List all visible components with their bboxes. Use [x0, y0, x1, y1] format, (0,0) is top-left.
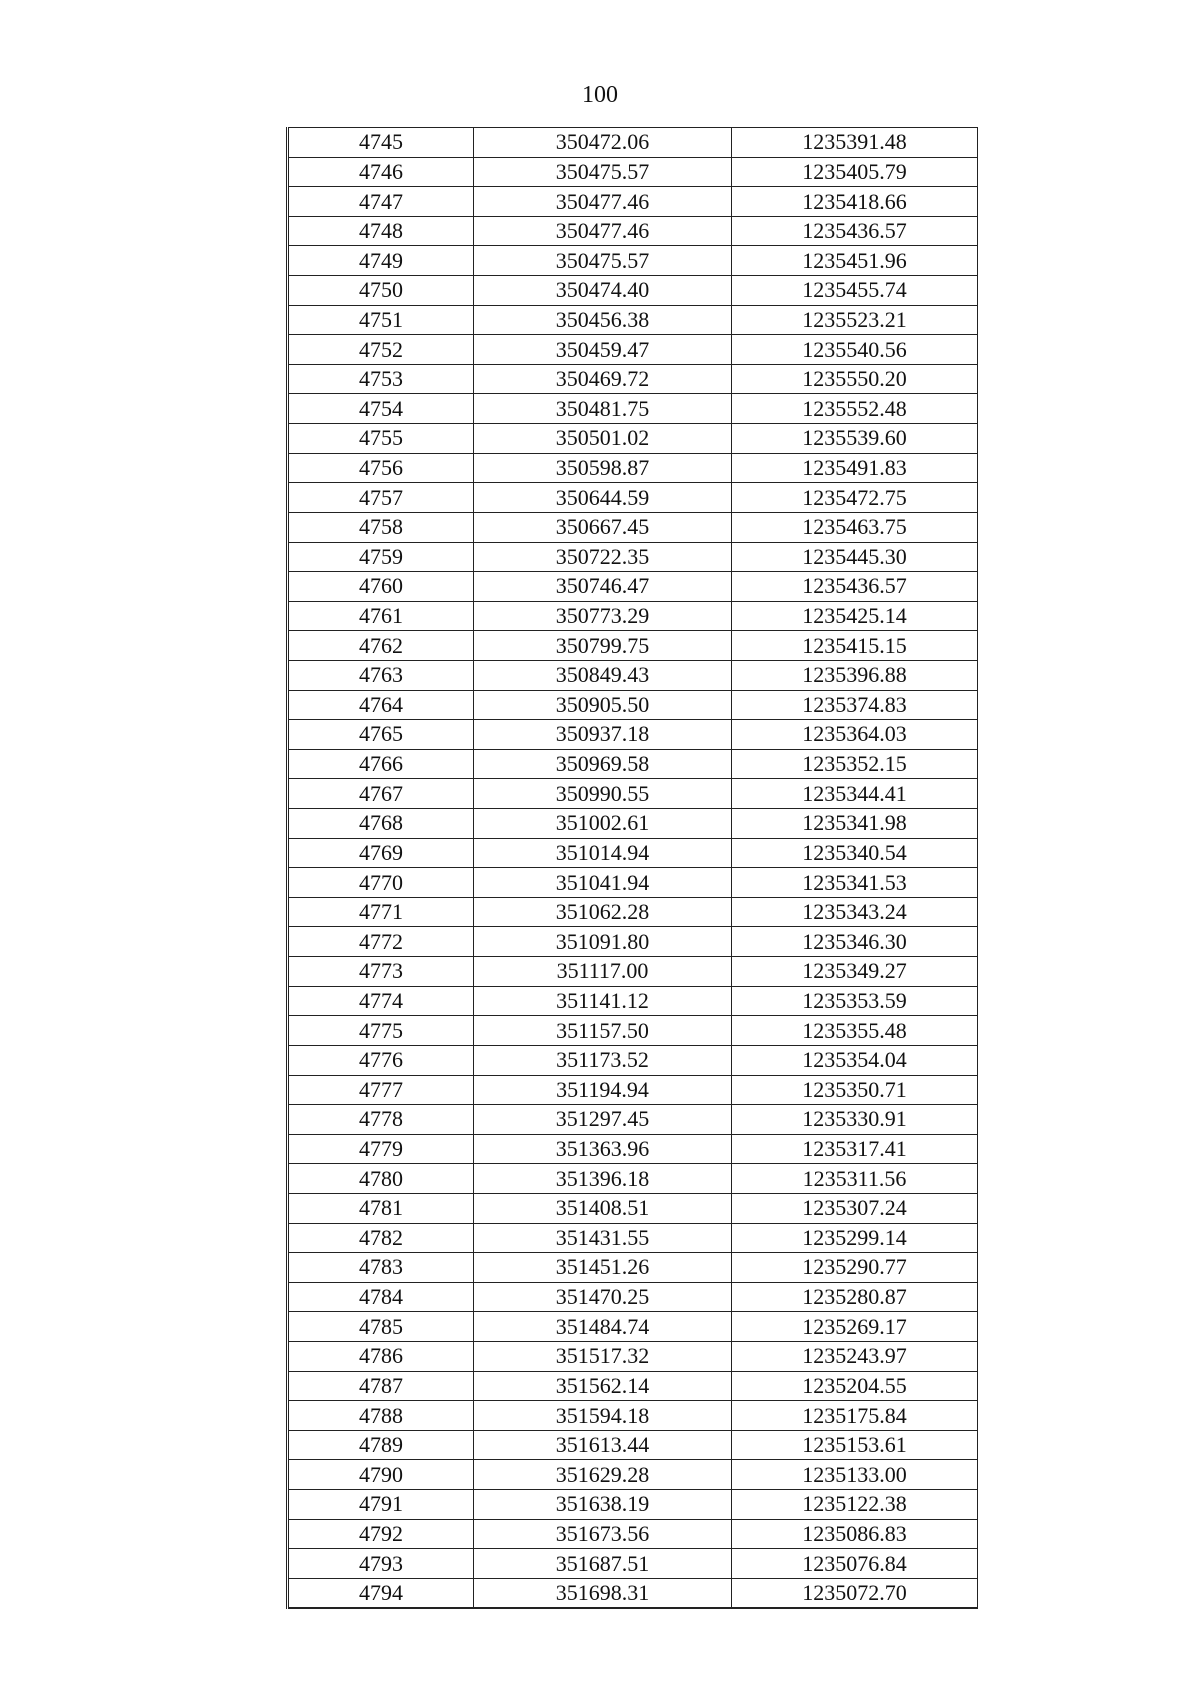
table-row — [288, 1341, 978, 1371]
y-coordinate-cell: 1235072.70 — [732, 1578, 978, 1608]
x-coordinate-cell: 351194.94 — [474, 1075, 732, 1105]
table-row — [288, 542, 978, 572]
x-coordinate-cell: 351141.12 — [474, 986, 732, 1016]
point-number-cell: 4764 — [288, 690, 474, 720]
point-number-cell: 4768 — [288, 809, 474, 839]
point-number-cell: 4750 — [288, 276, 474, 306]
table-row — [288, 483, 978, 513]
x-coordinate-cell: 350477.46 — [474, 216, 732, 246]
y-coordinate-cell: 1235540.56 — [732, 335, 978, 365]
x-coordinate-cell: 350481.75 — [474, 394, 732, 424]
table-row — [288, 216, 978, 246]
point-number-cell: 4794 — [288, 1578, 474, 1608]
y-coordinate-cell: 1235086.83 — [732, 1519, 978, 1549]
point-number-cell: 4775 — [288, 1016, 474, 1046]
x-coordinate-cell: 351687.51 — [474, 1549, 732, 1579]
y-coordinate-cell: 1235076.84 — [732, 1549, 978, 1579]
x-coordinate-cell: 350475.57 — [474, 246, 732, 276]
y-coordinate-cell: 1235349.27 — [732, 957, 978, 987]
y-coordinate-cell: 1235405.79 — [732, 157, 978, 187]
x-coordinate-cell: 351594.18 — [474, 1401, 732, 1431]
x-coordinate-cell: 350849.43 — [474, 660, 732, 690]
coordinates-table — [286, 127, 978, 1609]
table-row — [288, 157, 978, 187]
x-coordinate-cell: 350477.46 — [474, 187, 732, 217]
table-row — [288, 660, 978, 690]
point-number-cell: 4761 — [288, 601, 474, 631]
x-coordinate-cell: 350644.59 — [474, 483, 732, 513]
table-row — [288, 453, 978, 483]
point-number-cell: 4790 — [288, 1460, 474, 1490]
y-coordinate-cell: 1235523.21 — [732, 305, 978, 335]
y-coordinate-cell: 1235299.14 — [732, 1223, 978, 1253]
table-row — [288, 364, 978, 394]
point-number-cell: 4760 — [288, 572, 474, 602]
x-coordinate-cell: 351470.25 — [474, 1282, 732, 1312]
table-row — [288, 868, 978, 898]
x-coordinate-cell: 351002.61 — [474, 809, 732, 839]
x-coordinate-cell: 350746.47 — [474, 572, 732, 602]
x-coordinate-cell: 350469.72 — [474, 364, 732, 394]
y-coordinate-cell: 1235355.48 — [732, 1016, 978, 1046]
table-row — [288, 1193, 978, 1223]
y-coordinate-cell: 1235175.84 — [732, 1401, 978, 1431]
table-row — [288, 1164, 978, 1194]
point-number-cell: 4759 — [288, 542, 474, 572]
x-coordinate-cell: 350667.45 — [474, 512, 732, 542]
y-coordinate-cell: 1235391.48 — [732, 128, 978, 158]
y-coordinate-cell: 1235153.61 — [732, 1430, 978, 1460]
point-number-cell: 4753 — [288, 364, 474, 394]
table-row — [288, 424, 978, 454]
point-number-cell: 4769 — [288, 838, 474, 868]
y-coordinate-cell: 1235122.38 — [732, 1490, 978, 1520]
table-row — [288, 1105, 978, 1135]
x-coordinate-cell: 351698.31 — [474, 1578, 732, 1608]
table-row — [288, 749, 978, 779]
point-number-cell: 4777 — [288, 1075, 474, 1105]
y-coordinate-cell: 1235340.54 — [732, 838, 978, 868]
x-coordinate-cell: 351484.74 — [474, 1312, 732, 1342]
point-number-cell: 4781 — [288, 1193, 474, 1223]
table-row — [288, 957, 978, 987]
x-coordinate-cell: 351396.18 — [474, 1164, 732, 1194]
point-number-cell: 4780 — [288, 1164, 474, 1194]
y-coordinate-cell: 1235280.87 — [732, 1282, 978, 1312]
point-number-cell: 4772 — [288, 927, 474, 957]
point-number-cell: 4749 — [288, 246, 474, 276]
table-row — [288, 1045, 978, 1075]
x-coordinate-cell: 351408.51 — [474, 1193, 732, 1223]
point-number-cell: 4787 — [288, 1371, 474, 1401]
table-row — [288, 394, 978, 424]
point-number-cell: 4748 — [288, 216, 474, 246]
y-coordinate-cell: 1235455.74 — [732, 276, 978, 306]
x-coordinate-cell: 350990.55 — [474, 779, 732, 809]
x-coordinate-cell: 351173.52 — [474, 1045, 732, 1075]
point-number-cell: 4792 — [288, 1519, 474, 1549]
table-row — [288, 897, 978, 927]
x-coordinate-cell: 350501.02 — [474, 424, 732, 454]
point-number-cell: 4786 — [288, 1341, 474, 1371]
table-row — [288, 1519, 978, 1549]
table-row — [288, 601, 978, 631]
point-number-cell: 4766 — [288, 749, 474, 779]
x-coordinate-cell: 350472.06 — [474, 128, 732, 158]
x-coordinate-cell: 351431.55 — [474, 1223, 732, 1253]
point-number-cell: 4770 — [288, 868, 474, 898]
y-coordinate-cell: 1235463.75 — [732, 512, 978, 542]
y-coordinate-cell: 1235346.30 — [732, 927, 978, 957]
y-coordinate-cell: 1235491.83 — [732, 453, 978, 483]
y-coordinate-cell: 1235350.71 — [732, 1075, 978, 1105]
point-number-cell: 4784 — [288, 1282, 474, 1312]
y-coordinate-cell: 1235472.75 — [732, 483, 978, 513]
x-coordinate-cell: 350722.35 — [474, 542, 732, 572]
y-coordinate-cell: 1235436.57 — [732, 572, 978, 602]
y-coordinate-cell: 1235374.83 — [732, 690, 978, 720]
table-row — [288, 631, 978, 661]
point-number-cell: 4793 — [288, 1549, 474, 1579]
x-coordinate-cell: 350456.38 — [474, 305, 732, 335]
table-row — [288, 1460, 978, 1490]
x-coordinate-cell: 350474.40 — [474, 276, 732, 306]
point-number-cell: 4765 — [288, 720, 474, 750]
y-coordinate-cell: 1235415.15 — [732, 631, 978, 661]
table-row — [288, 1401, 978, 1431]
table-row — [288, 838, 978, 868]
coordinates-table-body — [288, 128, 978, 1609]
x-coordinate-cell: 351157.50 — [474, 1016, 732, 1046]
point-number-cell: 4758 — [288, 512, 474, 542]
page-number: 100 — [582, 82, 618, 108]
table-row — [288, 246, 978, 276]
table-row — [288, 720, 978, 750]
y-coordinate-cell: 1235353.59 — [732, 986, 978, 1016]
table-row — [288, 1282, 978, 1312]
point-number-cell: 4757 — [288, 483, 474, 513]
x-coordinate-cell: 351117.00 — [474, 957, 732, 987]
y-coordinate-cell: 1235451.96 — [732, 246, 978, 276]
y-coordinate-cell: 1235539.60 — [732, 424, 978, 454]
y-coordinate-cell: 1235243.97 — [732, 1341, 978, 1371]
y-coordinate-cell: 1235552.48 — [732, 394, 978, 424]
table-row — [288, 1253, 978, 1283]
point-number-cell: 4789 — [288, 1430, 474, 1460]
y-coordinate-cell: 1235133.00 — [732, 1460, 978, 1490]
table-row — [288, 187, 978, 217]
y-coordinate-cell: 1235269.17 — [732, 1312, 978, 1342]
table-row — [288, 1430, 978, 1460]
y-coordinate-cell: 1235418.66 — [732, 187, 978, 217]
table-row — [288, 335, 978, 365]
point-number-cell: 4778 — [288, 1105, 474, 1135]
point-number-cell: 4791 — [288, 1490, 474, 1520]
x-coordinate-cell: 350598.87 — [474, 453, 732, 483]
y-coordinate-cell: 1235204.55 — [732, 1371, 978, 1401]
point-number-cell: 4754 — [288, 394, 474, 424]
table-row — [288, 1134, 978, 1164]
x-coordinate-cell: 351629.28 — [474, 1460, 732, 1490]
y-coordinate-cell: 1235425.14 — [732, 601, 978, 631]
x-coordinate-cell: 350773.29 — [474, 601, 732, 631]
x-coordinate-cell: 351673.56 — [474, 1519, 732, 1549]
x-coordinate-cell: 351062.28 — [474, 897, 732, 927]
table-row — [288, 1549, 978, 1579]
point-number-cell: 4745 — [288, 128, 474, 158]
y-coordinate-cell: 1235317.41 — [732, 1134, 978, 1164]
x-coordinate-cell: 351041.94 — [474, 868, 732, 898]
table-row — [288, 1016, 978, 1046]
y-coordinate-cell: 1235290.77 — [732, 1253, 978, 1283]
y-coordinate-cell: 1235445.30 — [732, 542, 978, 572]
x-coordinate-cell: 350969.58 — [474, 749, 732, 779]
x-coordinate-cell: 351517.32 — [474, 1341, 732, 1371]
point-number-cell: 4774 — [288, 986, 474, 1016]
table-row — [288, 305, 978, 335]
y-coordinate-cell: 1235396.88 — [732, 660, 978, 690]
point-number-cell: 4756 — [288, 453, 474, 483]
y-coordinate-cell: 1235343.24 — [732, 897, 978, 927]
x-coordinate-cell: 351451.26 — [474, 1253, 732, 1283]
point-number-cell: 4762 — [288, 631, 474, 661]
point-number-cell: 4782 — [288, 1223, 474, 1253]
table-row — [288, 572, 978, 602]
x-coordinate-cell: 350475.57 — [474, 157, 732, 187]
x-coordinate-cell: 351297.45 — [474, 1105, 732, 1135]
y-coordinate-cell: 1235341.53 — [732, 868, 978, 898]
x-coordinate-cell: 351091.80 — [474, 927, 732, 957]
x-coordinate-cell: 350459.47 — [474, 335, 732, 365]
point-number-cell: 4779 — [288, 1134, 474, 1164]
table-row — [288, 986, 978, 1016]
table-row — [288, 1371, 978, 1401]
point-number-cell: 4755 — [288, 424, 474, 454]
y-coordinate-cell: 1235330.91 — [732, 1105, 978, 1135]
point-number-cell: 4767 — [288, 779, 474, 809]
x-coordinate-cell: 351562.14 — [474, 1371, 732, 1401]
table-row — [288, 1312, 978, 1342]
y-coordinate-cell: 1235354.04 — [732, 1045, 978, 1075]
y-coordinate-cell: 1235307.24 — [732, 1193, 978, 1223]
y-coordinate-cell: 1235341.98 — [732, 809, 978, 839]
y-coordinate-cell: 1235550.20 — [732, 364, 978, 394]
point-number-cell: 4747 — [288, 187, 474, 217]
x-coordinate-cell: 351638.19 — [474, 1490, 732, 1520]
point-number-cell: 4771 — [288, 897, 474, 927]
point-number-cell: 4746 — [288, 157, 474, 187]
point-number-cell: 4752 — [288, 335, 474, 365]
x-coordinate-cell: 351613.44 — [474, 1430, 732, 1460]
point-number-cell: 4785 — [288, 1312, 474, 1342]
point-number-cell: 4776 — [288, 1045, 474, 1075]
table-row — [288, 1075, 978, 1105]
point-number-cell: 4763 — [288, 660, 474, 690]
table-row — [288, 927, 978, 957]
y-coordinate-cell: 1235344.41 — [732, 779, 978, 809]
x-coordinate-cell: 350799.75 — [474, 631, 732, 661]
x-coordinate-cell: 350937.18 — [474, 720, 732, 750]
y-coordinate-cell: 1235436.57 — [732, 216, 978, 246]
point-number-cell: 4783 — [288, 1253, 474, 1283]
x-coordinate-cell: 351363.96 — [474, 1134, 732, 1164]
x-coordinate-cell: 350905.50 — [474, 690, 732, 720]
point-number-cell: 4773 — [288, 957, 474, 987]
table-row — [288, 276, 978, 306]
y-coordinate-cell: 1235364.03 — [732, 720, 978, 750]
point-number-cell: 4751 — [288, 305, 474, 335]
table-row — [288, 512, 978, 542]
table-row — [288, 809, 978, 839]
x-coordinate-cell: 351014.94 — [474, 838, 732, 868]
y-coordinate-cell: 1235352.15 — [732, 749, 978, 779]
table-row — [288, 779, 978, 809]
point-number-cell: 4788 — [288, 1401, 474, 1431]
y-coordinate-cell: 1235311.56 — [732, 1164, 978, 1194]
table-row — [288, 1578, 978, 1608]
table-row — [288, 1223, 978, 1253]
table-row — [288, 1490, 978, 1520]
table-row — [288, 128, 978, 158]
table-row — [288, 690, 978, 720]
